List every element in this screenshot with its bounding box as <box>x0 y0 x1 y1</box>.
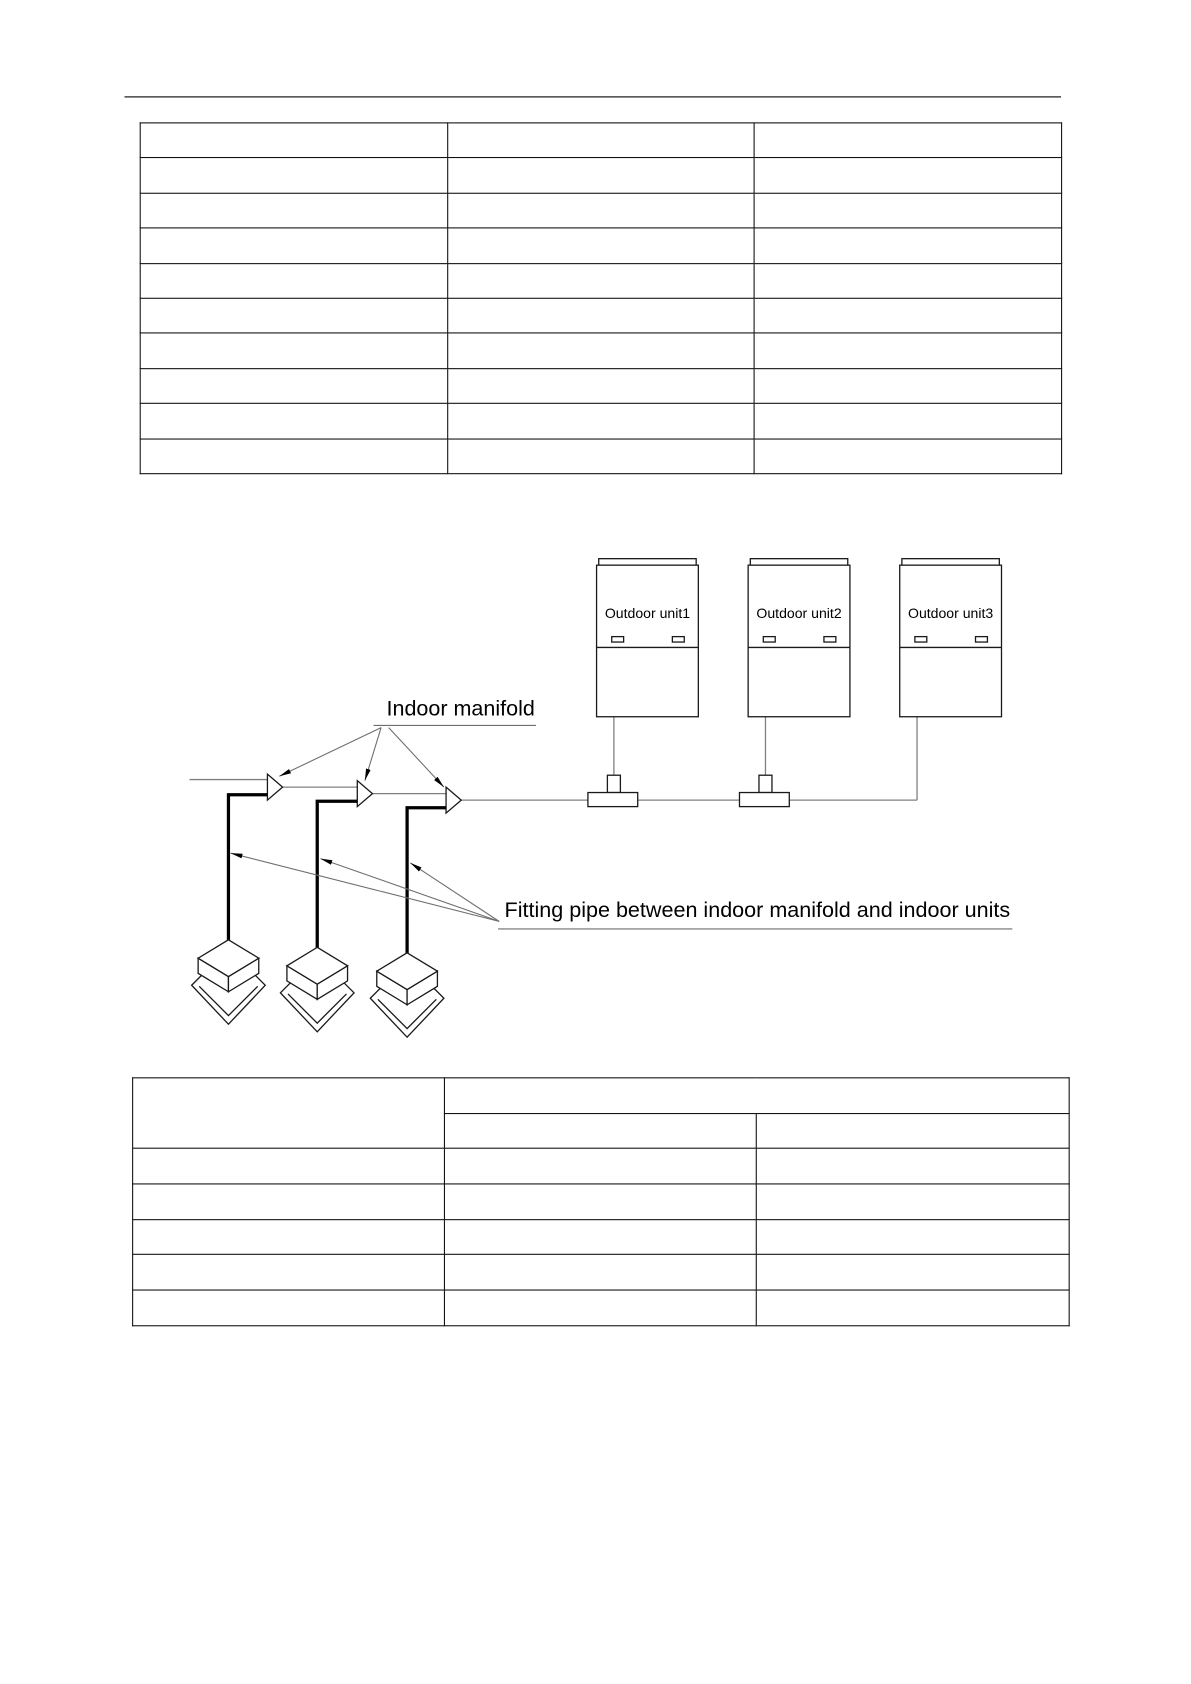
outdoor-unit-3 <box>900 559 1002 717</box>
indoor-manifold-icon <box>267 774 282 800</box>
leader-arrow <box>365 728 381 781</box>
indoor-manifold-icon <box>446 787 461 813</box>
table-row <box>133 1255 1070 1290</box>
table-header-cell <box>444 1113 756 1148</box>
bottom-table <box>132 1077 1070 1326</box>
table-header-row <box>133 1078 1070 1113</box>
outdoor-unit-2 <box>748 559 850 717</box>
outdoor-unit-cap <box>750 559 847 565</box>
indicator-slot <box>915 637 927 642</box>
outdoor-unit-label: Outdoor unit3 <box>908 605 994 622</box>
table-row <box>133 1219 1070 1254</box>
cassette-indoor-unit-icon <box>280 947 354 1031</box>
table-cell <box>444 1290 756 1325</box>
table-cell <box>444 1219 756 1254</box>
tee-stub <box>607 775 620 792</box>
refrigerant-pipes <box>189 717 917 800</box>
table-cell <box>756 1149 1069 1184</box>
fitting-pipe <box>407 808 446 954</box>
leader-arrow <box>279 728 381 777</box>
indicator-slot <box>672 637 684 642</box>
fitting-pipe <box>228 795 267 942</box>
outdoor-unit-1 <box>597 559 699 717</box>
leader-arrow <box>410 863 499 921</box>
bottom-table-body <box>133 1149 1070 1326</box>
tee-joint-icon <box>739 775 789 806</box>
table-cell <box>133 1290 445 1325</box>
table-cell <box>133 1255 445 1290</box>
table-cell <box>133 1149 445 1184</box>
table-cell <box>133 1219 445 1254</box>
indicator-slot <box>976 637 988 642</box>
table-row <box>133 1184 1070 1219</box>
indoor-manifold-icon <box>357 781 372 807</box>
leader-arrow <box>231 853 500 921</box>
indoor-manifold-callout <box>279 696 536 787</box>
table-cell <box>756 1290 1069 1325</box>
fitting-pipe-label: Fitting pipe between indoor manifold and indoor units <box>504 897 1011 923</box>
indicator-slot <box>763 637 775 642</box>
leader-arrow <box>320 859 499 922</box>
cassette-indoor-unit-icon <box>370 953 444 1037</box>
tee-body <box>739 793 789 807</box>
tee-joint-icon <box>588 775 638 806</box>
indoor-manifold-label: Indoor manifold <box>386 695 535 721</box>
fitting-pipe-callout <box>231 853 1013 929</box>
indicator-slot <box>824 637 836 642</box>
table-header-cell <box>444 1078 1069 1113</box>
table-cell <box>444 1255 756 1290</box>
table-cell <box>756 1255 1069 1290</box>
outdoor-unit-cap <box>599 559 696 565</box>
tee-body <box>588 793 638 807</box>
outdoor-unit-cap <box>902 559 999 565</box>
outdoor-unit-label: Outdoor unit2 <box>756 605 842 622</box>
table-row <box>133 1149 1070 1184</box>
fitting-pipe <box>317 801 357 948</box>
outdoor-unit-label: Outdoor unit1 <box>604 605 691 622</box>
bottom-table-header <box>133 1078 1070 1149</box>
table-header-cell <box>133 1078 445 1149</box>
table-row <box>133 1290 1070 1325</box>
table-cell <box>133 1184 445 1219</box>
indicator-slot <box>612 637 624 642</box>
table-cell <box>444 1184 756 1219</box>
table-header-cell <box>756 1113 1069 1148</box>
table-cell <box>444 1149 756 1184</box>
tee-stub <box>759 775 772 792</box>
table-cell <box>756 1184 1069 1219</box>
cassette-indoor-unit-icon <box>192 940 266 1024</box>
table-cell <box>756 1219 1069 1254</box>
leader-arrow <box>389 728 444 788</box>
